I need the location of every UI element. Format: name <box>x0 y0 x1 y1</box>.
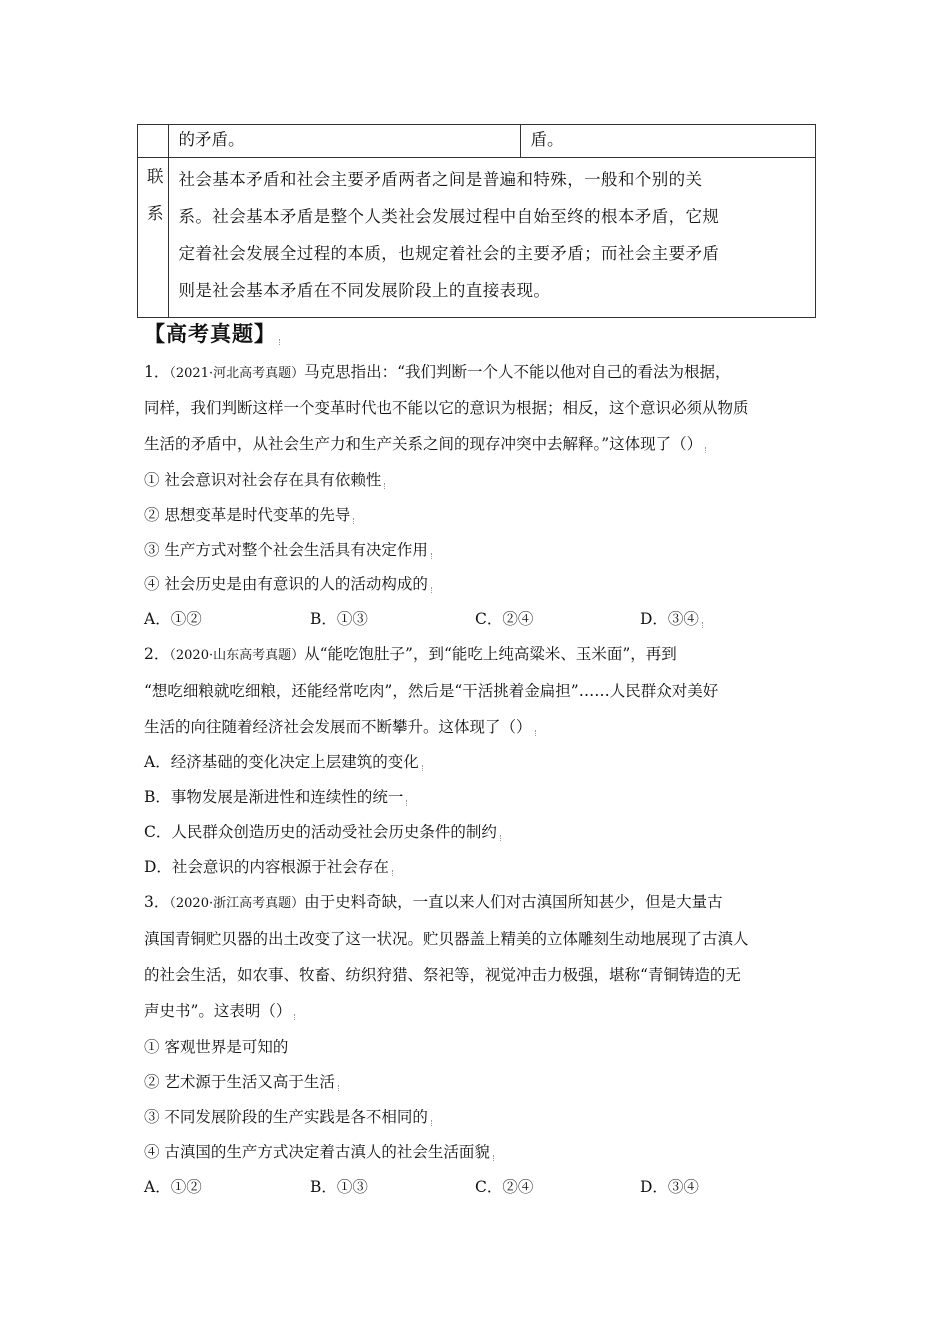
paragraph-mark-icon <box>493 1155 495 1161</box>
option-d[interactable]: D．社会意识的内容根源于社会存在 <box>144 856 394 878</box>
connection-line: 定着社会发展全过程的本质，也规定着社会的主要矛盾；而社会主要矛盾 <box>178 244 720 263</box>
question-number: 1． <box>144 363 170 381</box>
option-c[interactable]: C．②④ <box>475 1178 534 1196</box>
question-3-line: 声史书”。这表明（） <box>144 1000 296 1022</box>
row-label-cell <box>138 125 169 158</box>
paragraph-mark-icon <box>431 1120 433 1126</box>
connection-line: 社会基本矛盾和社会主要矛盾两者之间是普遍和特殊，一般和个别的关 <box>178 170 703 189</box>
paragraph-mark-icon <box>500 835 502 841</box>
option-a[interactable]: A．①② <box>144 610 202 628</box>
connection-line: 则是社会基本矛盾在不同发展阶段上的直接表现。 <box>178 281 551 300</box>
option-a[interactable]: A．①② <box>144 1178 202 1196</box>
question-text: 从“能吃饱肚子”，到“能吃上纯高粱米、玉米面”，再到 <box>304 645 677 663</box>
option-d[interactable]: D．③④ <box>640 1178 699 1196</box>
question-3-line: 的社会生活，如农事、牧畜、纺织狩猎、祭祀等，视觉冲击力极强，堪称“青铜铸造的无 <box>144 966 741 984</box>
question-1-line: 生活的矛盾中，从社会生产力和生产关系之间的现存冲突中去解释。”这体现了（） <box>144 433 707 455</box>
paragraph-mark-icon <box>392 870 394 876</box>
question-number: 2． <box>144 645 170 663</box>
question-source: （2021·河北高考真题） <box>169 366 305 381</box>
question-text: 马克思指出：“我们判断一个人不能以他对自己的看法为根据， <box>304 363 731 381</box>
option-b[interactable]: B．①③ <box>310 610 368 628</box>
statement: ④ 社会历史是由有意识的人的活动构成的 <box>144 573 433 595</box>
option-a[interactable]: A．经济基础的变化决定上层建筑的变化 <box>144 751 424 773</box>
comparison-table <box>137 124 816 318</box>
paragraph-mark-icon <box>406 800 408 806</box>
paragraph-mark-icon <box>279 339 281 345</box>
table-row-connection <box>138 158 816 318</box>
statement: ④ 古滇国的生产方式决定着古滇人的社会生活面貌 <box>144 1141 495 1163</box>
question-source: （2020·山东高考真题） <box>169 648 305 663</box>
question-2-line: 生活的向往随着经济社会发展而不断攀升。这体现了（） <box>144 716 537 738</box>
statement: ③ 不同发展阶段的生产实践是各不相同的 <box>144 1106 433 1128</box>
question-2-line: “想吃细粮就吃细粮，还能经常吃肉”，然后是“干活挑着金扁担”……人民群众对美好 <box>144 682 719 700</box>
option-c[interactable]: C．②④ <box>475 610 534 628</box>
option-d[interactable]: D．③④ <box>640 608 704 630</box>
table-cell-left: 的矛盾。 <box>168 125 520 158</box>
paragraph-mark-icon <box>431 587 433 593</box>
paragraph-mark-icon <box>431 553 433 559</box>
connection-line: 系。社会基本矛盾是整个人类社会发展过程中自始至终的根本矛盾，它规 <box>178 207 720 226</box>
question-number: 3． <box>144 893 170 911</box>
connection-text-cell <box>168 158 816 318</box>
paragraph-mark-icon <box>353 518 355 524</box>
statement: ① 客观世界是可知的 <box>144 1038 289 1056</box>
statement: ① 社会意识对社会存在具有依赖性 <box>144 469 386 491</box>
section-title: 【高考真题】 <box>144 318 281 348</box>
question-1-line: 同样，我们判断这样一个变革时代也不能以它的意识为根据；相反，这个意识必须从物质 <box>144 399 749 417</box>
question-3-line: 滇国青铜贮贝器的出土改变了这一状况。贮贝器盖上精美的立体雕刻生动地展现了古滇人 <box>144 930 749 948</box>
label-char: 联 <box>147 167 164 186</box>
paragraph-mark-icon <box>338 1085 340 1091</box>
paragraph-mark-icon <box>535 730 537 736</box>
paragraph-mark-icon <box>384 483 386 489</box>
statement: ② 艺术源于生活又高于生活 <box>144 1071 340 1093</box>
paragraph-mark-icon <box>294 1014 296 1020</box>
option-b[interactable]: B．事物发展是渐进性和连续性的统一 <box>144 786 408 808</box>
question-1-line <box>144 361 731 385</box>
paragraph-mark-icon <box>422 765 424 771</box>
table-cell-right: 盾。 <box>520 125 816 158</box>
row-label-connection <box>138 158 169 318</box>
question-source: （2020·浙江高考真题） <box>169 896 305 911</box>
label-char: 系 <box>147 204 164 223</box>
option-b[interactable]: B．①③ <box>310 1178 368 1196</box>
statement: ③ 生产方式对整个社会生活具有决定作用 <box>144 539 433 561</box>
table-row <box>138 125 816 158</box>
paragraph-mark-icon <box>702 622 704 628</box>
question-text: 由于史料奇缺，一直以来人们对古滇国所知甚少，但是大量古 <box>304 893 723 911</box>
statement: ② 思想变革是时代变革的先导 <box>144 504 355 526</box>
option-c[interactable]: C．人民群众创造历史的活动受社会历史条件的制约 <box>144 821 502 843</box>
question-2-line <box>144 643 677 667</box>
paragraph-mark-icon <box>705 447 707 453</box>
question-3-line <box>144 891 723 915</box>
